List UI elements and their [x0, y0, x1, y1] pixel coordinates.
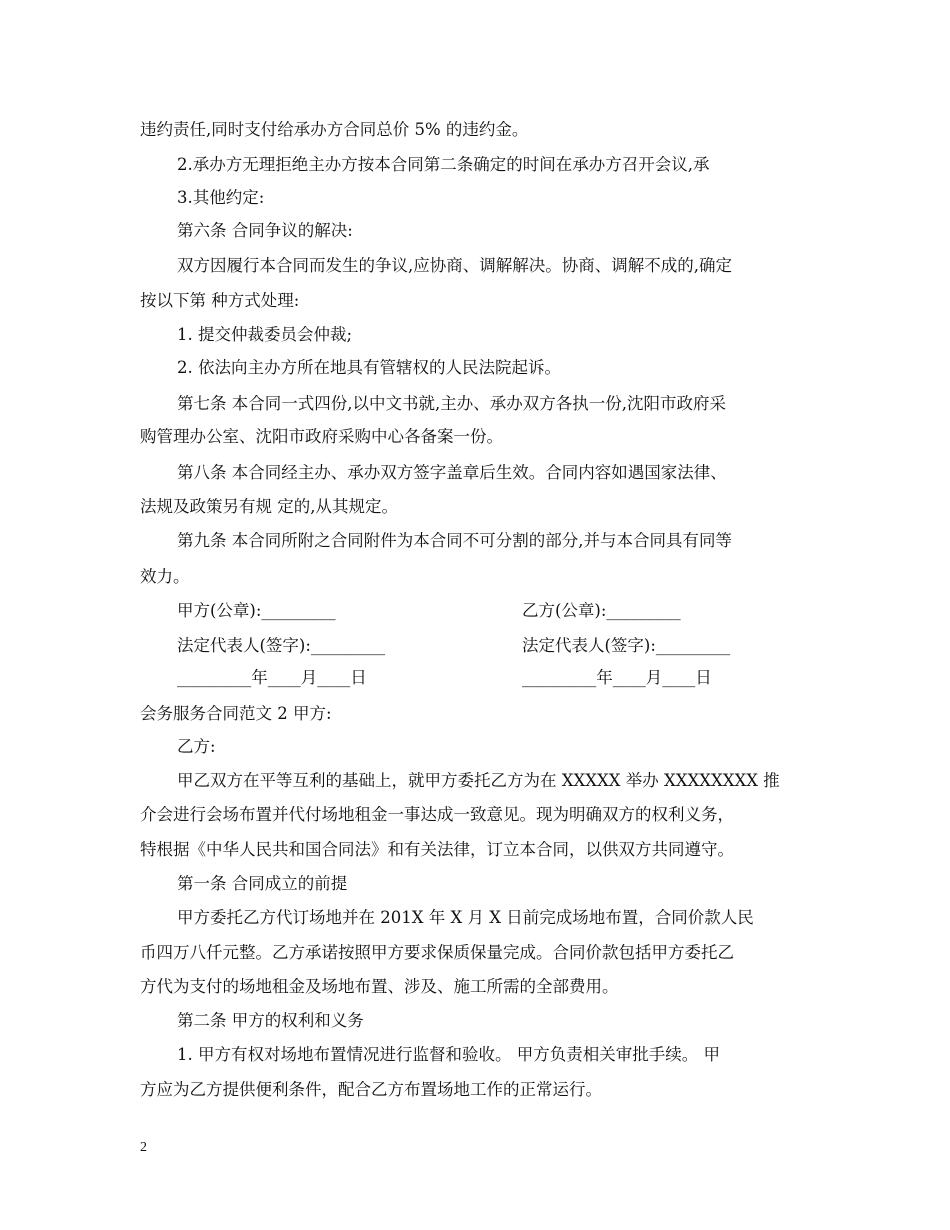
page-number: 2	[140, 1140, 147, 1155]
text-line: 双方因履行本合同而发生的争议,应协商、调解解决。协商、调解不成的,确定	[177, 256, 732, 275]
list-item: 2. 依法向主办方所在地具有管辖权的人民法院起诉。	[177, 358, 561, 377]
text-line: 违约责任,同时支付给承办方合同总价 5% 的违约金。	[140, 120, 529, 139]
party-a-representative-field: 法定代表人(签字):_________	[177, 636, 386, 655]
section-heading: 第一条 合同成立的前提	[177, 874, 348, 893]
text-line: 乙方:	[177, 737, 216, 756]
text-line: 3.其他约定:	[177, 188, 265, 207]
text-line: 第八条 本合同经主办、承办双方签字盖章后生效。合同内容如遇国家法律、	[177, 463, 727, 482]
text-line: 方代为支付的场地租金及场地布置、涉及、施工所需的全部费用。	[140, 977, 619, 996]
text-line: 法规及政策另有规 定的,从其规定。	[140, 497, 398, 516]
party-a-seal-field: 甲方(公章):_________	[177, 601, 336, 620]
section-heading: 第二条 甲方的权利和义务	[177, 1011, 364, 1030]
text-line: 甲方委托乙方代订场地并在 201X 年 X 月 X 日前完成场地布置，合同价款人民	[177, 908, 754, 927]
text-line: 购管理办公室、沈阳市政府采购中心各备案一份。	[140, 427, 503, 446]
text-line: 效力。	[140, 567, 190, 586]
list-item: 1. 提交仲裁委员会仲裁;	[177, 325, 353, 344]
text-line: 特根据《中华人民共和国合同法》和有关法律，订立本合同，以供双方共同遵守。	[140, 840, 734, 859]
party-b-representative-field: 法定代表人(签字):_________	[522, 636, 731, 655]
text-line: 甲乙双方在平等互利的基础上，就甲方委托乙方为在 XXXXX 举办 XXXXXXXX 推	[177, 771, 780, 790]
text-line: 介会进行会场布置并代付场地租金一事达成一致意见。现为明确双方的权利义务，	[140, 805, 734, 824]
text-line: 2.承办方无理拒绝主办方按本合同第二条确定的时间在承办方召开会议,承	[177, 155, 710, 174]
text-line: 币四万八仟元整。乙方承诺按照甲方要求保质保量完成。合同价款包括甲方委托乙	[140, 943, 734, 962]
document-title: 会务服务合同范文 2 甲方:	[140, 704, 332, 723]
text-line: 方应为乙方提供便利条件，配合乙方布置场地工作的正常运行。	[140, 1080, 602, 1099]
text-line: 按以下第 种方式处理:	[140, 291, 300, 310]
party-b-date-field: _________年____月____日	[522, 668, 712, 687]
section-heading: 第六条 合同争议的解决:	[177, 221, 353, 240]
text-line: 第九条 本合同所附之合同附件为本合同不可分割的部分,并与本合同具有同等	[177, 531, 732, 550]
party-a-date-field: _________年____月____日	[177, 668, 367, 687]
text-line: 第七条 本合同一式四份,以中文书就,主办、承办双方各执一份,沈阳市政府采	[177, 394, 726, 413]
list-item: 1. 甲方有权对场地布置情况进行监督和验收。 甲方负责相关审批手续。 甲	[177, 1045, 720, 1064]
party-b-seal-field: 乙方(公章):_________	[522, 601, 681, 620]
